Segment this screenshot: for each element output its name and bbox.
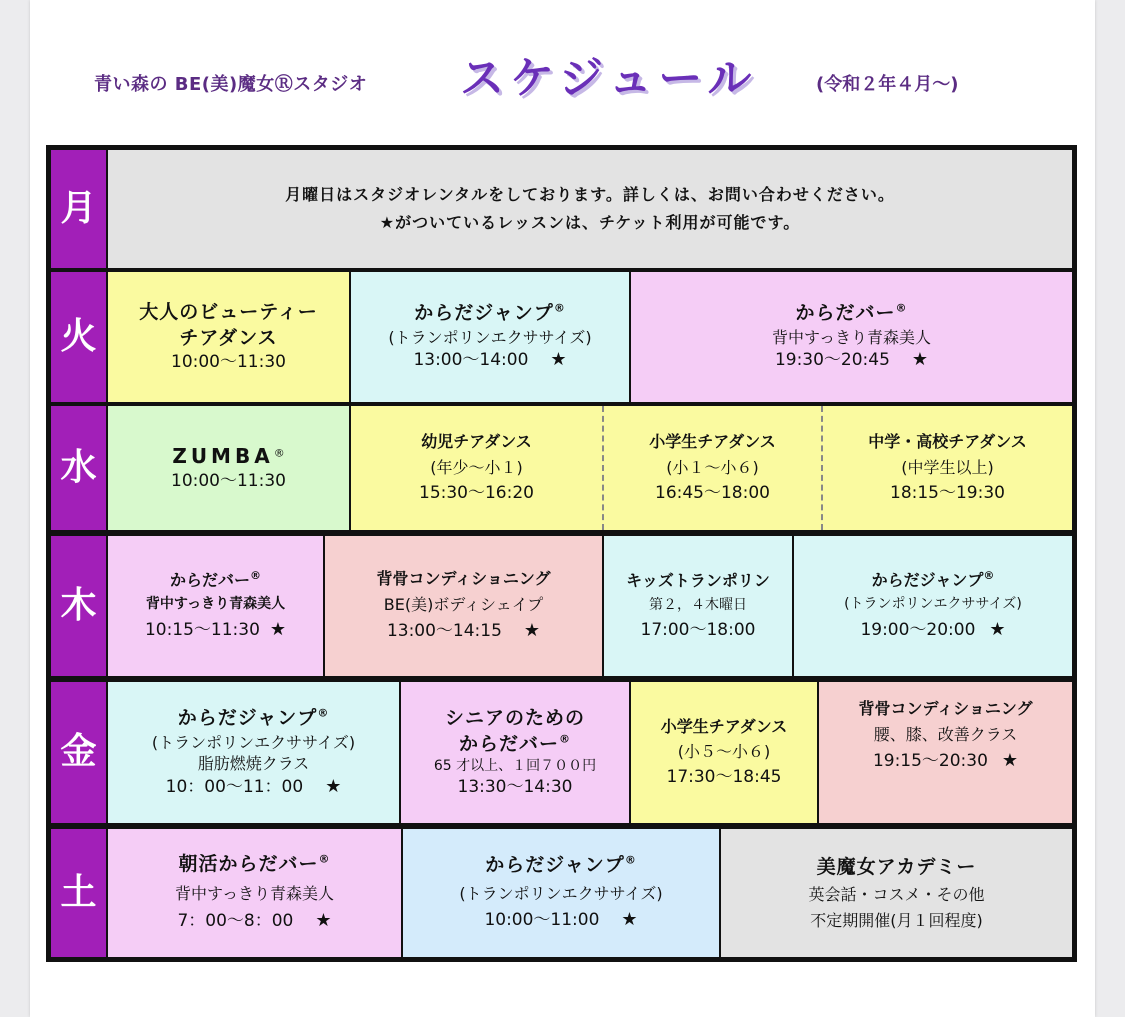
lesson-subtitle-2: 脂肪燃焼クラス <box>197 754 310 774</box>
lesson-name: 背骨コンディショニング <box>376 569 551 589</box>
lesson-time: 10：00〜11：00 <box>165 776 304 797</box>
day-saturday: 土 <box>51 829 106 957</box>
registered-mark: ® <box>250 569 261 583</box>
lesson-card <box>108 272 349 402</box>
lesson-name: 美魔女アカデミー <box>816 855 977 878</box>
lesson-subtitle-2: 不定期開催(月１回程度) <box>810 910 983 930</box>
lesson-time: 13:30〜14:30 <box>457 777 573 798</box>
header <box>30 0 1095 140</box>
registered-mark: ® <box>317 706 330 720</box>
day-monday: 月 <box>51 150 106 268</box>
lesson-time: 13:00〜14:15 <box>386 621 502 642</box>
lesson-card <box>794 536 1072 676</box>
lesson-time: 19:00〜20:00 <box>860 620 976 641</box>
lesson-card <box>325 536 602 676</box>
lesson-name: からだジャンプ <box>871 570 984 590</box>
lesson-time: 10:00〜11:30 <box>171 352 286 373</box>
star-icon: ★ <box>1001 750 1019 772</box>
lesson-subtitle: 第２，４木曜日 <box>649 596 747 613</box>
date-note: (令和２年４月〜) <box>816 74 959 95</box>
lesson-name: 幼児チアダンス <box>421 431 532 451</box>
lesson-subtitle: (トランポリンエクササイズ) <box>388 327 592 347</box>
notice-line-1: 月曜日はスタジオレンタルをしております。詳しくは、お問い合わせください。 <box>285 185 895 204</box>
registered-mark: ® <box>318 852 331 866</box>
lesson-time: 18:15〜19:30 <box>890 483 1005 504</box>
lesson-name: からだジャンプ <box>414 302 554 325</box>
lesson-card <box>108 829 401 957</box>
star-icon: ★ <box>325 775 342 797</box>
lesson-time: 7：00〜8：00 <box>177 911 294 932</box>
lesson-subtitle: (トランポリンエクササイズ) <box>844 596 1022 613</box>
day-tuesday: 火 <box>51 272 106 402</box>
lesson-card <box>821 406 1072 530</box>
lesson-subtitle: (小５〜小６) <box>677 742 771 762</box>
lesson-name: からだジャンプ <box>177 706 318 729</box>
star-icon: ★ <box>911 349 929 371</box>
lesson-subtitle: (年少〜小１) <box>430 457 523 477</box>
lesson-card <box>403 829 719 957</box>
registered-mark: ® <box>983 569 995 583</box>
day-wednesday: 水 <box>51 406 106 530</box>
lesson-time: 19:15〜20:30 <box>872 751 988 772</box>
star-icon: ★ <box>523 620 541 642</box>
lesson-card <box>631 682 817 823</box>
lesson-subtitle: 背中すっきり青森美人 <box>174 883 335 903</box>
lesson-time: 10:00〜11:00 <box>484 910 600 931</box>
lesson-time: 10:00〜11:30 <box>171 471 286 492</box>
lesson-time: 17:30〜18:45 <box>666 766 782 787</box>
lesson-subtitle: (トランポリンエクササイズ) <box>151 732 356 752</box>
lesson-subtitle: 英会話・コスメ・その他 <box>808 885 985 905</box>
lesson-name: シニアのための <box>444 706 585 729</box>
lesson-name-2: チアダンス <box>179 326 278 349</box>
star-icon: ★ <box>269 619 287 641</box>
lesson-name: からだバー <box>795 302 896 325</box>
registered-mark: ® <box>553 301 566 315</box>
lesson-name: からだバー <box>169 570 250 590</box>
lesson-card <box>401 682 629 823</box>
lesson-name: 背骨コンディショニング <box>858 699 1033 718</box>
lesson-card <box>721 829 1072 957</box>
lesson-time: 17:00〜18:00 <box>640 619 756 640</box>
lesson-time: 19:30〜20:45 <box>774 350 890 371</box>
lesson-subtitle: 65 才以上、１回７００円 <box>433 758 597 775</box>
registered-mark: ® <box>624 853 637 867</box>
registered-mark: ® <box>273 446 285 460</box>
lesson-name-2: からだバー <box>458 732 559 755</box>
lesson-name: 大人のビューティー <box>139 300 318 323</box>
star-icon: ★ <box>989 619 1006 641</box>
lesson-name: 小学生チアダンス <box>649 431 776 451</box>
lesson-subtitle: (小１〜小６) <box>666 457 759 477</box>
lesson-subtitle: 背中すっきり青森美人 <box>145 596 286 613</box>
lesson-card <box>819 682 1072 823</box>
studio-name: 青い森の BE(美)魔女Ⓡスタジオ <box>94 74 368 95</box>
lesson-card <box>351 272 629 402</box>
lesson-card <box>351 406 602 530</box>
lesson-subtitle: BE(美)ボディシェイプ <box>383 594 544 614</box>
day-thursday: 木 <box>51 536 106 676</box>
star-icon: ★ <box>315 910 332 932</box>
lesson-card <box>108 682 399 823</box>
lesson-card <box>108 406 349 530</box>
lesson-time: 16:45〜18:00 <box>655 483 770 504</box>
notice-line-2: ★がついているレッスンは、チケット利用が可能です。 <box>379 213 801 232</box>
lesson-name: 中学・高校チアダンス <box>868 431 1027 451</box>
lesson-subtitle: 腰、膝、改善クラス <box>873 724 1018 744</box>
lesson-subtitle: 背中すっきり青森美人 <box>771 327 932 347</box>
lesson-name: キッズトランポリン <box>626 571 770 591</box>
lesson-subtitle: (トランポリンエクササイズ) <box>459 883 663 903</box>
schedule-table <box>46 145 1077 962</box>
lesson-subtitle: (中学生以上) <box>901 457 994 477</box>
registered-mark: ® <box>559 732 571 746</box>
lesson-name: ZUMBA <box>172 444 274 469</box>
lesson-card <box>108 536 323 676</box>
lesson-card <box>631 272 1072 402</box>
lesson-time: 10:15〜11:30 <box>144 620 260 641</box>
page-title: スケジュール <box>460 53 758 104</box>
day-friday: 金 <box>51 682 106 823</box>
lesson-name: からだジャンプ <box>485 854 625 877</box>
lesson-name: 小学生チアダンス <box>660 717 788 737</box>
lesson-name: 朝活からだバー <box>178 853 319 876</box>
monday-notice <box>108 150 1072 268</box>
lesson-time: 15:30〜16:20 <box>419 483 534 504</box>
schedule-page <box>30 0 1095 1017</box>
star-icon: ★ <box>621 909 638 931</box>
lesson-card <box>602 406 821 530</box>
registered-mark: ® <box>895 301 908 315</box>
lesson-card <box>604 536 792 676</box>
lesson-time: 13:00〜14:00 <box>413 350 529 371</box>
star-icon: ★ <box>550 349 567 371</box>
